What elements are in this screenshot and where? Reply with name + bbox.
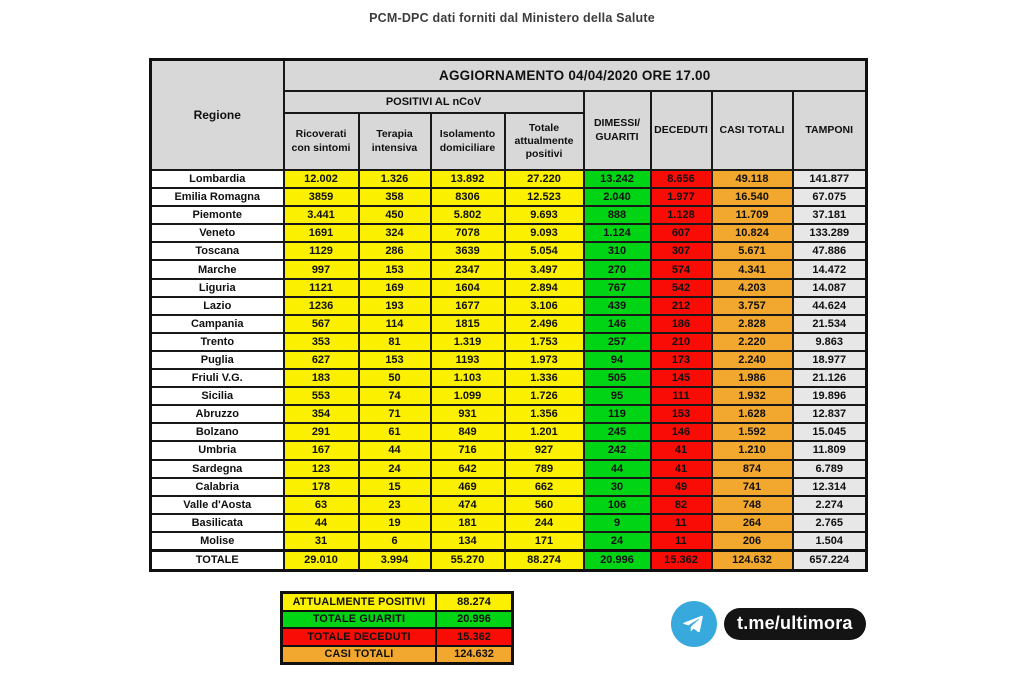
value-cell: 206	[712, 532, 793, 551]
value-cell: 1.128	[651, 206, 712, 224]
value-cell: 9.093	[505, 224, 584, 242]
table-row	[151, 532, 867, 551]
value-cell: 13.242	[584, 170, 651, 188]
summary-row	[282, 646, 513, 664]
value-cell: 61	[359, 423, 431, 441]
value-cell: 997	[284, 260, 359, 278]
summary-value: 15.362	[436, 628, 513, 646]
value-cell: 1.932	[712, 387, 793, 405]
summary-value: 88.274	[436, 593, 513, 611]
value-cell: 23	[359, 496, 431, 514]
telegram-paper-plane-icon	[671, 601, 717, 647]
value-cell: 358	[359, 188, 431, 206]
header-positivi-group: POSITIVI AL nCoV	[284, 91, 584, 113]
table-row	[151, 315, 867, 333]
value-cell: 210	[651, 333, 712, 351]
value-cell: 3.497	[505, 260, 584, 278]
table-row	[151, 188, 867, 206]
value-cell: 553	[284, 387, 359, 405]
value-cell: 7078	[431, 224, 505, 242]
table-row	[151, 224, 867, 242]
table-row	[151, 369, 867, 387]
value-cell: 2.765	[793, 514, 867, 532]
table-row	[151, 423, 867, 441]
value-cell: 44.624	[793, 297, 867, 315]
value-cell: 642	[431, 460, 505, 478]
value-cell: 134	[431, 532, 505, 551]
header-ricoverati: Ricoverati con sintomi	[284, 113, 359, 170]
value-cell: 1.986	[712, 369, 793, 387]
value-cell: 1.977	[651, 188, 712, 206]
value-cell: 88.274	[505, 550, 584, 570]
summary-table	[280, 591, 514, 665]
value-cell: 607	[651, 224, 712, 242]
header-dimessi-guariti: DIMESSI/ GUARITI	[584, 91, 651, 170]
value-cell: 6.789	[793, 460, 867, 478]
value-cell: 3.757	[712, 297, 793, 315]
value-cell: 353	[284, 333, 359, 351]
value-cell: 181	[431, 514, 505, 532]
value-cell: 264	[712, 514, 793, 532]
value-cell: 2.894	[505, 279, 584, 297]
region-cell: Liguria	[151, 279, 284, 297]
region-cell: Molise	[151, 532, 284, 551]
value-cell: 439	[584, 297, 651, 315]
value-cell: 567	[284, 315, 359, 333]
value-cell: 2.828	[712, 315, 793, 333]
value-cell: 183	[284, 369, 359, 387]
value-cell: 12.837	[793, 405, 867, 423]
region-cell: Lombardia	[151, 170, 284, 188]
table-row	[151, 496, 867, 514]
value-cell: 3.994	[359, 550, 431, 570]
table-row	[151, 351, 867, 369]
value-cell: 307	[651, 242, 712, 260]
value-cell: 474	[431, 496, 505, 514]
value-cell: 50	[359, 369, 431, 387]
value-cell: 106	[584, 496, 651, 514]
value-cell: 560	[505, 496, 584, 514]
value-cell: 874	[712, 460, 793, 478]
value-cell: 310	[584, 242, 651, 260]
value-cell: 41	[651, 441, 712, 459]
value-cell: 469	[431, 478, 505, 496]
summary-body	[282, 593, 513, 664]
header-casi-totali: CASI TOTALI	[712, 91, 793, 170]
covid-regions-table	[149, 58, 868, 572]
value-cell: 3.106	[505, 297, 584, 315]
value-cell: 767	[584, 279, 651, 297]
table-row	[151, 478, 867, 496]
region-cell: Toscana	[151, 242, 284, 260]
region-cell: Sardegna	[151, 460, 284, 478]
table-row	[151, 387, 867, 405]
value-cell: 2.274	[793, 496, 867, 514]
value-cell: 716	[431, 441, 505, 459]
value-cell: 5.054	[505, 242, 584, 260]
header-update-banner: AGGIORNAMENTO 04/04/2020 ORE 17.00	[284, 60, 867, 92]
region-cell: Puglia	[151, 351, 284, 369]
value-cell: 1.726	[505, 387, 584, 405]
value-cell: 44	[359, 441, 431, 459]
value-cell: 3639	[431, 242, 505, 260]
value-cell: 1.201	[505, 423, 584, 441]
value-cell: 49.118	[712, 170, 793, 188]
value-cell: 748	[712, 496, 793, 514]
value-cell: 1121	[284, 279, 359, 297]
value-cell: 15.045	[793, 423, 867, 441]
value-cell: 3.441	[284, 206, 359, 224]
value-cell: 1129	[284, 242, 359, 260]
value-cell: 153	[651, 405, 712, 423]
value-cell: 24	[584, 532, 651, 551]
table-row	[151, 514, 867, 532]
value-cell: 13.892	[431, 170, 505, 188]
region-cell: Basilicata	[151, 514, 284, 532]
value-cell: 82	[651, 496, 712, 514]
value-cell: 1.099	[431, 387, 505, 405]
table-row	[151, 260, 867, 278]
value-cell: 37.181	[793, 206, 867, 224]
value-cell: 1.319	[431, 333, 505, 351]
value-cell: 1.210	[712, 441, 793, 459]
value-cell: 153	[359, 351, 431, 369]
value-cell: 19.896	[793, 387, 867, 405]
value-cell: 21.126	[793, 369, 867, 387]
telegram-badge[interactable]	[671, 601, 866, 647]
value-cell: 95	[584, 387, 651, 405]
value-cell: 16.540	[712, 188, 793, 206]
value-cell: 111	[651, 387, 712, 405]
value-cell: 141.877	[793, 170, 867, 188]
value-cell: 71	[359, 405, 431, 423]
value-cell: 9.863	[793, 333, 867, 351]
value-cell: 505	[584, 369, 651, 387]
region-cell: Lazio	[151, 297, 284, 315]
table-row	[151, 441, 867, 459]
summary-label: ATTUALMENTE POSITIVI	[282, 593, 437, 611]
value-cell: 789	[505, 460, 584, 478]
region-cell: Emilia Romagna	[151, 188, 284, 206]
value-cell: 324	[359, 224, 431, 242]
value-cell: 574	[651, 260, 712, 278]
value-cell: 12.314	[793, 478, 867, 496]
region-cell: Piemonte	[151, 206, 284, 224]
header-isolamento: Isolamento domiciliare	[431, 113, 505, 170]
summary-label: CASI TOTALI	[282, 646, 437, 664]
value-cell: 927	[505, 441, 584, 459]
value-cell: 291	[284, 423, 359, 441]
value-cell: 2.220	[712, 333, 793, 351]
region-cell: Bolzano	[151, 423, 284, 441]
value-cell: 146	[584, 315, 651, 333]
value-cell: 245	[584, 423, 651, 441]
summary-value: 124.632	[436, 646, 513, 664]
value-cell: 4.341	[712, 260, 793, 278]
header-tamponi: TAMPONI	[793, 91, 867, 170]
value-cell: 21.534	[793, 315, 867, 333]
table-row	[151, 460, 867, 478]
value-cell: 11	[651, 514, 712, 532]
value-cell: 286	[359, 242, 431, 260]
value-cell: 11.709	[712, 206, 793, 224]
value-cell: 1.336	[505, 369, 584, 387]
value-cell: 931	[431, 405, 505, 423]
table-row	[151, 170, 867, 188]
value-cell: 4.203	[712, 279, 793, 297]
value-cell: 18.977	[793, 351, 867, 369]
value-cell: 2347	[431, 260, 505, 278]
value-cell: 1604	[431, 279, 505, 297]
value-cell: 19	[359, 514, 431, 532]
value-cell: 5.802	[431, 206, 505, 224]
header-totale-positivi: Totale attualmente positivi	[505, 113, 584, 170]
region-cell: Calabria	[151, 478, 284, 496]
value-cell: 55.270	[431, 550, 505, 570]
region-cell: Valle d'Aosta	[151, 496, 284, 514]
value-cell: 1.124	[584, 224, 651, 242]
region-cell: TOTALE	[151, 550, 284, 570]
value-cell: 186	[651, 315, 712, 333]
table-row	[151, 405, 867, 423]
table-row	[151, 206, 867, 224]
value-cell: 257	[584, 333, 651, 351]
value-cell: 657.224	[793, 550, 867, 570]
table-header	[151, 60, 867, 171]
value-cell: 354	[284, 405, 359, 423]
header-regione: Regione	[151, 60, 284, 171]
value-cell: 450	[359, 206, 431, 224]
summary-row	[282, 611, 513, 629]
value-cell: 44	[284, 514, 359, 532]
value-cell: 119	[584, 405, 651, 423]
value-cell: 20.996	[584, 550, 651, 570]
value-cell: 8306	[431, 188, 505, 206]
value-cell: 1815	[431, 315, 505, 333]
value-cell: 1677	[431, 297, 505, 315]
value-cell: 67.075	[793, 188, 867, 206]
summary-label: TOTALE DECEDUTI	[282, 628, 437, 646]
summary-value: 20.996	[436, 611, 513, 629]
value-cell: 169	[359, 279, 431, 297]
value-cell: 167	[284, 441, 359, 459]
value-cell: 10.824	[712, 224, 793, 242]
value-cell: 63	[284, 496, 359, 514]
value-cell: 2.240	[712, 351, 793, 369]
value-cell: 30	[584, 478, 651, 496]
value-cell: 11.809	[793, 441, 867, 459]
value-cell: 27.220	[505, 170, 584, 188]
value-cell: 41	[651, 460, 712, 478]
summary-row	[282, 628, 513, 646]
value-cell: 15.362	[651, 550, 712, 570]
page-title: PCM-DPC dati forniti dal Ministero della Salute	[369, 11, 655, 25]
value-cell: 627	[284, 351, 359, 369]
value-cell: 24	[359, 460, 431, 478]
value-cell: 888	[584, 206, 651, 224]
table-row	[151, 297, 867, 315]
value-cell: 74	[359, 387, 431, 405]
value-cell: 1691	[284, 224, 359, 242]
value-cell: 44	[584, 460, 651, 478]
value-cell: 1.504	[793, 532, 867, 551]
value-cell: 178	[284, 478, 359, 496]
value-cell: 145	[651, 369, 712, 387]
value-cell: 49	[651, 478, 712, 496]
value-cell: 542	[651, 279, 712, 297]
value-cell: 11	[651, 532, 712, 551]
value-cell: 1.628	[712, 405, 793, 423]
region-cell: Campania	[151, 315, 284, 333]
value-cell: 849	[431, 423, 505, 441]
region-cell: Veneto	[151, 224, 284, 242]
value-cell: 47.886	[793, 242, 867, 260]
value-cell: 6	[359, 532, 431, 551]
region-cell: Abruzzo	[151, 405, 284, 423]
value-cell: 9.693	[505, 206, 584, 224]
value-cell: 94	[584, 351, 651, 369]
value-cell: 12.002	[284, 170, 359, 188]
value-cell: 244	[505, 514, 584, 532]
value-cell: 81	[359, 333, 431, 351]
value-cell: 1.592	[712, 423, 793, 441]
region-cell: Marche	[151, 260, 284, 278]
region-cell: Sicilia	[151, 387, 284, 405]
value-cell: 1236	[284, 297, 359, 315]
value-cell: 1.103	[431, 369, 505, 387]
value-cell: 8.656	[651, 170, 712, 188]
value-cell: 133.289	[793, 224, 867, 242]
value-cell: 123	[284, 460, 359, 478]
region-cell: Umbria	[151, 441, 284, 459]
value-cell: 1193	[431, 351, 505, 369]
value-cell: 1.356	[505, 405, 584, 423]
region-cell: Friuli V.G.	[151, 369, 284, 387]
value-cell: 242	[584, 441, 651, 459]
region-cell: Trento	[151, 333, 284, 351]
value-cell: 193	[359, 297, 431, 315]
table-row	[151, 333, 867, 351]
value-cell: 1.973	[505, 351, 584, 369]
value-cell: 741	[712, 478, 793, 496]
telegram-handle[interactable]: t.me/ultimora	[724, 608, 866, 640]
value-cell: 14.087	[793, 279, 867, 297]
value-cell: 173	[651, 351, 712, 369]
table-row	[151, 242, 867, 260]
value-cell: 12.523	[505, 188, 584, 206]
value-cell: 15	[359, 478, 431, 496]
value-cell: 3859	[284, 188, 359, 206]
value-cell: 146	[651, 423, 712, 441]
value-cell: 5.671	[712, 242, 793, 260]
value-cell: 2.040	[584, 188, 651, 206]
table-row	[151, 279, 867, 297]
summary-row	[282, 593, 513, 611]
table-total-row	[151, 550, 867, 570]
value-cell: 171	[505, 532, 584, 551]
value-cell: 212	[651, 297, 712, 315]
value-cell: 31	[284, 532, 359, 551]
table-body	[151, 170, 867, 570]
summary-label: TOTALE GUARITI	[282, 611, 437, 629]
value-cell: 14.472	[793, 260, 867, 278]
value-cell: 1.326	[359, 170, 431, 188]
value-cell: 114	[359, 315, 431, 333]
value-cell: 662	[505, 478, 584, 496]
value-cell: 1.753	[505, 333, 584, 351]
value-cell: 153	[359, 260, 431, 278]
header-terapia-intensiva: Terapia intensiva	[359, 113, 431, 170]
value-cell: 124.632	[712, 550, 793, 570]
value-cell: 29.010	[284, 550, 359, 570]
value-cell: 270	[584, 260, 651, 278]
value-cell: 2.496	[505, 315, 584, 333]
header-deceduti: DECEDUTI	[651, 91, 712, 170]
value-cell: 9	[584, 514, 651, 532]
